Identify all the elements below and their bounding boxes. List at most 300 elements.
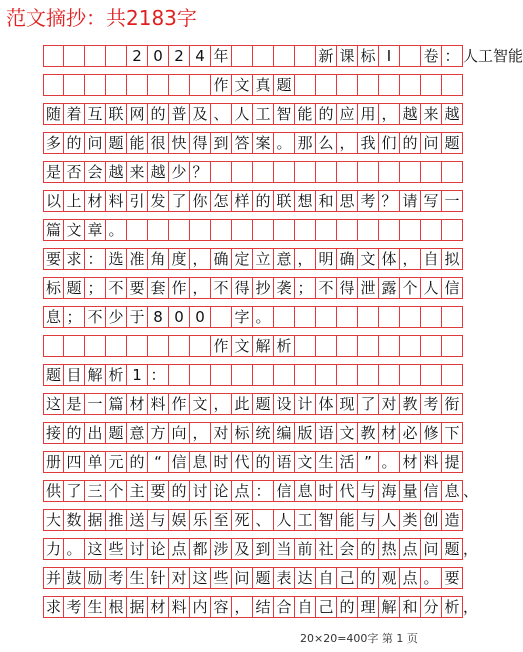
grid-cell [316, 75, 337, 95]
grid-cell: 考 [106, 568, 127, 588]
grid-cell [358, 336, 379, 356]
grid-cell: 发 [148, 191, 169, 211]
grid-cell [274, 365, 295, 385]
grid-cell: 论 [211, 481, 232, 501]
grid-cell: 套 [148, 278, 169, 298]
grid-cell: 选 [106, 249, 127, 269]
grid-cell [211, 220, 232, 240]
grid-cell: 来 [421, 104, 442, 124]
grid-cell: 统 [253, 423, 274, 443]
grid-cell [358, 307, 379, 327]
grid-cell: ， [232, 597, 253, 617]
grid-cell: ： [253, 481, 274, 501]
grid-cell: 人 [379, 510, 400, 530]
grid-cell [421, 220, 442, 240]
grid-cell: 创 [421, 510, 442, 530]
grid-cell: 度 [169, 249, 190, 269]
grid-cell: ； [64, 307, 85, 327]
grid-cell: 的 [169, 481, 190, 501]
grid-cell [295, 307, 316, 327]
grid-cell: 都 [190, 539, 211, 559]
grid-cell: 乐 [190, 510, 211, 530]
grid-cell [190, 365, 211, 385]
grid-cell: ， [379, 104, 400, 124]
grid-cell: 少 [106, 307, 127, 327]
grid-cell [64, 336, 85, 356]
grid-cell: ； [295, 278, 316, 298]
grid-cell: 解 [253, 336, 274, 356]
grid-cell: 材 [400, 452, 421, 472]
grid-row [43, 132, 463, 154]
grid-row [43, 335, 463, 357]
grid-cell: 代 [232, 452, 253, 472]
grid-cell: 。 [379, 452, 400, 472]
grid-cell: 的 [337, 597, 358, 617]
grid-cell: 提 [442, 452, 463, 472]
grid-cell: 考 [64, 597, 85, 617]
grid-cell: 越 [148, 162, 169, 182]
grid-cell: 供 [43, 481, 64, 501]
grid-cell [148, 336, 169, 356]
grid-cell: 鼓 [64, 568, 85, 588]
grid-cell: 与 [358, 510, 379, 530]
grid-cell: 到 [253, 539, 274, 559]
grid-cell: 设 [274, 394, 295, 414]
grid-cell: 讨 [190, 481, 211, 501]
grid-cell [295, 162, 316, 182]
grid-cell: 。 [106, 220, 127, 240]
page-footer: 20×20=400字 第 1 页 [300, 632, 418, 645]
grid-cell: 并 [43, 568, 64, 588]
grid-cell [169, 220, 190, 240]
grid-cell: 死 [232, 510, 253, 530]
grid-cell: 观 [379, 568, 400, 588]
grid-row: 力 。 这 些 讨 论 点 都 涉 及 到 当 前 社 会 的 热 点 问 题 ， [43, 538, 463, 560]
grid-cell [274, 307, 295, 327]
grid-cell [190, 336, 211, 356]
grid-cell: 问 [85, 133, 106, 153]
grid-row [43, 103, 463, 125]
grid-cell [211, 365, 232, 385]
grid-cell [43, 75, 64, 95]
grid-cell: 网 [127, 104, 148, 124]
grid-cell: 上 [64, 191, 85, 211]
grid-cell: 。 [421, 568, 442, 588]
grid-cell: 的 [64, 423, 85, 443]
grid-cell: 、 [211, 104, 232, 124]
grid-cell: 意 [274, 249, 295, 269]
grid-cell [442, 336, 463, 356]
grid-row [43, 161, 463, 183]
grid-cell: 要 [442, 568, 463, 588]
grid-cell: 标 [358, 46, 379, 66]
grid-cell: ， [190, 423, 211, 443]
grid-cell: ： [85, 249, 106, 269]
grid-cell: 人 [421, 278, 442, 298]
grid-cell: 、 [253, 510, 274, 530]
grid-cell: 题 [106, 133, 127, 153]
grid-cell [337, 307, 358, 327]
grid-cell [379, 336, 400, 356]
grid-cell: 料 [106, 191, 127, 211]
grid-cell: 自 [316, 568, 337, 588]
grid-cell: 标 [43, 278, 64, 298]
grid-cell [169, 75, 190, 95]
grid-cell: 2 [169, 46, 190, 66]
grid-cell: 0 [190, 307, 211, 327]
grid-cell [295, 46, 316, 66]
grid-row [43, 219, 463, 241]
grid-cell: 这 [85, 539, 106, 559]
grid-cell: 章 [85, 220, 106, 240]
grid-cell: 单 [85, 452, 106, 472]
grid-cell: 能 [337, 510, 358, 530]
grid-cell: 己 [337, 568, 358, 588]
grid-cell: 来 [127, 162, 148, 182]
grid-cell: 讨 [127, 539, 148, 559]
grid-cell: 作 [211, 75, 232, 95]
grid-cell: 料 [169, 597, 190, 617]
grid-cell [64, 75, 85, 95]
grid-cell [421, 365, 442, 385]
grid-cell: 到 [211, 133, 232, 153]
grid-cell [232, 162, 253, 182]
grid-cell: 息 [43, 307, 64, 327]
grid-row [43, 248, 463, 270]
grid-cell: 1 [127, 365, 148, 385]
grid-cell: ； [85, 278, 106, 298]
grid-cell: 信 [442, 278, 463, 298]
grid-cell: 版 [295, 423, 316, 443]
grid-cell [337, 75, 358, 95]
grid-cell: 求 [43, 597, 64, 617]
grid-cell: 卷 [421, 46, 442, 66]
grid-cell [127, 220, 148, 240]
grid-cell: 题 [106, 423, 127, 443]
grid-cell [43, 336, 64, 356]
grid-cell: 写 [421, 191, 442, 211]
grid-cell: 作 [211, 336, 232, 356]
grid-cell: 文 [337, 423, 358, 443]
grid-cell: 料 [421, 452, 442, 472]
grid-cell: 材 [85, 191, 106, 211]
grid-cell: 推 [106, 510, 127, 530]
grid-cell [400, 46, 421, 66]
grid-cell: 题 [64, 278, 85, 298]
grid-cell [43, 46, 64, 66]
grid-cell [379, 162, 400, 182]
grid-cell: 的 [358, 568, 379, 588]
grid-cell: 必 [400, 423, 421, 443]
grid-cell: 根 [106, 597, 127, 617]
grid-cell: 文 [64, 220, 85, 240]
grid-cell: 用 [358, 104, 379, 124]
grid-cell: 明 [316, 249, 337, 269]
grid-cell: 题 [274, 75, 295, 95]
grid-cell: 息 [295, 481, 316, 501]
grid-cell [442, 365, 463, 385]
grid-cell [253, 162, 274, 182]
grid-cell: 解 [85, 365, 106, 385]
grid-cell: 些 [106, 539, 127, 559]
grid-cell: ： [442, 46, 463, 66]
grid-cell: 立 [253, 249, 274, 269]
grid-cell: 的 [64, 133, 85, 153]
grid-cell: ， [190, 278, 211, 298]
grid-cell: ， [211, 394, 232, 414]
grid-cell: 工 [295, 510, 316, 530]
grid-cell: 及 [190, 104, 211, 124]
grid-cell [64, 46, 85, 66]
grid-cell [421, 75, 442, 95]
grid-cell: 要 [127, 278, 148, 298]
grid-cell: 应 [337, 104, 358, 124]
grid-cell: 很 [148, 133, 169, 153]
grid-cell: 衔 [442, 394, 463, 414]
grid-cell: 互 [85, 104, 106, 124]
grid-cell: 人 [274, 510, 295, 530]
grid-cell: 的 [148, 104, 169, 124]
grid-cell: 送 [127, 510, 148, 530]
grid-cell [253, 46, 274, 66]
grid-cell: 着 [64, 104, 85, 124]
grid-cell: ” [358, 452, 379, 472]
grid-cell: 否 [64, 162, 85, 182]
grid-cell: ？ [190, 162, 211, 182]
grid-cell: 题 [442, 133, 463, 153]
grid-cell [253, 220, 274, 240]
grid-cell [169, 336, 190, 356]
grid-cell: 生 [316, 452, 337, 472]
grid-cell [316, 162, 337, 182]
grid-cell: 至 [211, 510, 232, 530]
grid-cell: 向 [169, 423, 190, 443]
grid-cell: 意 [127, 423, 148, 443]
grid-cell: 此 [232, 394, 253, 414]
grid-cell: 针 [148, 568, 169, 588]
grid-cell [232, 365, 253, 385]
grid-cell [190, 75, 211, 95]
grid-cell [358, 162, 379, 182]
grid-cell: 个 [106, 481, 127, 501]
grid-cell: 的 [127, 452, 148, 472]
grid-cell: 篇 [106, 394, 127, 414]
grid-cell: Ⅰ [379, 46, 400, 66]
grid-cell: 活 [337, 452, 358, 472]
grid-cell: 信 [421, 481, 442, 501]
grid-cell: 联 [106, 104, 127, 124]
grid-cell: 内 [190, 597, 211, 617]
grid-cell: 真 [253, 75, 274, 95]
grid-cell [106, 46, 127, 66]
grid-cell [106, 336, 127, 356]
grid-cell: 智 [316, 510, 337, 530]
grid-cell: 些 [211, 568, 232, 588]
grid-cell [85, 336, 106, 356]
grid-cell: 怎 [211, 191, 232, 211]
grid-cell: 语 [316, 423, 337, 443]
grid-cell: 能 [127, 133, 148, 153]
grid-cell [85, 75, 106, 95]
grid-cell: 点 [400, 539, 421, 559]
grid-cell: 联 [274, 191, 295, 211]
grid-cell: 定 [232, 249, 253, 269]
grid-cell: “ [148, 452, 169, 472]
grid-cell: 。 [253, 307, 274, 327]
grid-cell: 你 [190, 191, 211, 211]
grid-cell [127, 75, 148, 95]
grid-cell: 计 [295, 394, 316, 414]
grid-cell: 字 [232, 307, 253, 327]
grid-cell: 的 [400, 133, 421, 153]
grid-cell: 接 [43, 423, 64, 443]
grid-cell [337, 162, 358, 182]
grid-row [43, 306, 463, 328]
grid-cell: 少 [169, 162, 190, 182]
grid-cell: 体 [316, 394, 337, 414]
grid-cell: ： [148, 365, 169, 385]
grid-row [43, 451, 463, 473]
grid-cell: 要 [148, 481, 169, 501]
grid-cell: 答 [232, 133, 253, 153]
grid-cell: 据 [85, 510, 106, 530]
grid-cell: 这 [43, 394, 64, 414]
grid-cell: 人 [232, 104, 253, 124]
grid-cell [316, 220, 337, 240]
grid-cell: 三 [85, 481, 106, 501]
grid-cell: 文 [358, 249, 379, 269]
grid-cell: 不 [85, 307, 106, 327]
grid-cell: 们 [379, 133, 400, 153]
grid-cell: 作 [169, 394, 190, 414]
grid-cell [337, 365, 358, 385]
grid-cell: 合 [274, 597, 295, 617]
grid-cell: 。 [274, 133, 295, 153]
grid-cell: 信 [274, 481, 295, 501]
grid-cell: 教 [400, 394, 421, 414]
grid-cell: 得 [337, 278, 358, 298]
grid-cell: 我 [358, 133, 379, 153]
grid-cell: 当 [274, 539, 295, 559]
grid-cell: 量 [400, 481, 421, 501]
grid-cell: 以 [43, 191, 64, 211]
grid-cell: 案 [253, 133, 274, 153]
grid-cell: 普 [169, 104, 190, 124]
grid-cell [400, 336, 421, 356]
grid-cell: 得 [190, 133, 211, 153]
grid-cell: 样 [232, 191, 253, 211]
grid-cell [274, 46, 295, 66]
grid-cell: 新 [316, 46, 337, 66]
grid-cell: 角 [148, 249, 169, 269]
grid-cell: 工 [253, 104, 274, 124]
grid-cell: 于 [127, 307, 148, 327]
grid-cell [127, 336, 148, 356]
grid-cell: 不 [316, 278, 337, 298]
grid-cell: 的 [253, 191, 274, 211]
grid-cell: 社 [316, 539, 337, 559]
grid-cell: 考 [358, 191, 379, 211]
grid-cell: 据 [127, 597, 148, 617]
grid-cell: 涉 [211, 539, 232, 559]
grid-cell: 对 [169, 568, 190, 588]
grid-cell: 不 [106, 278, 127, 298]
grid-cell: 得 [232, 278, 253, 298]
grid-cell: 元 [106, 452, 127, 472]
grid-cell: 力 [43, 539, 64, 559]
grid-cell [316, 307, 337, 327]
grid-cell: 这 [190, 568, 211, 588]
grid-cell: 点 [232, 481, 253, 501]
grid-cell [295, 75, 316, 95]
grid-cell [337, 336, 358, 356]
grid-cell: 息 [442, 481, 463, 501]
grid-cell [442, 220, 463, 240]
grid-cell [274, 220, 295, 240]
grid-cell: 8 [148, 307, 169, 327]
grid-cell: 材 [148, 597, 169, 617]
grid-cell [358, 75, 379, 95]
grid-cell: 和 [400, 597, 421, 617]
grid-cell: 造 [442, 510, 463, 530]
grid-cell: 教 [358, 423, 379, 443]
grid-cell: 分 [421, 597, 442, 617]
grid-cell: 册 [43, 452, 64, 472]
grid-cell: 文 [190, 394, 211, 414]
grid-cell: 时 [316, 481, 337, 501]
grid-cell [421, 162, 442, 182]
grid-cell: 了 [64, 481, 85, 501]
grid-cell: 文 [232, 336, 253, 356]
grid-cell: 确 [337, 249, 358, 269]
grid-cell: ， [400, 249, 421, 269]
grid-cell [148, 75, 169, 95]
grid-cell: 个 [400, 278, 421, 298]
grid-row [43, 277, 463, 299]
grid-cell: 娱 [169, 510, 190, 530]
grid-cell [295, 365, 316, 385]
grid-cell: 材 [127, 394, 148, 414]
grid-row [43, 509, 463, 531]
grid-cell: 及 [232, 539, 253, 559]
grid-cell: 自 [421, 249, 442, 269]
grid-cell [316, 336, 337, 356]
grid-row: 2 0 2 4 年 新 课 标 Ⅰ 卷 ： 人工智能 [43, 45, 463, 67]
grid-cell: 露 [379, 278, 400, 298]
grid-cell: 己 [316, 597, 337, 617]
grid-cell: 标 [232, 423, 253, 443]
grid-cell: ， [295, 249, 316, 269]
grid-cell: 题 [442, 539, 463, 559]
grid-cell: 论 [148, 539, 169, 559]
grid-cell: 和 [316, 191, 337, 211]
grid-cell: 方 [148, 423, 169, 443]
grid-cell: 热 [379, 539, 400, 559]
grid-cell: 解 [379, 597, 400, 617]
grid-cell: 出 [85, 423, 106, 443]
grid-cell: 析 [106, 365, 127, 385]
grid-cell: 时 [211, 452, 232, 472]
grid-cell: 大 [43, 510, 64, 530]
grid-cell [400, 220, 421, 240]
grid-cell [232, 220, 253, 240]
grid-cell: 了 [169, 191, 190, 211]
grid-cell: 确 [211, 249, 232, 269]
grid-cell [211, 162, 232, 182]
grid-cell: 请 [400, 191, 421, 211]
page-header-title: 范文摘抄：共2183字 [6, 6, 197, 30]
grid-cell: 多 [43, 133, 64, 153]
